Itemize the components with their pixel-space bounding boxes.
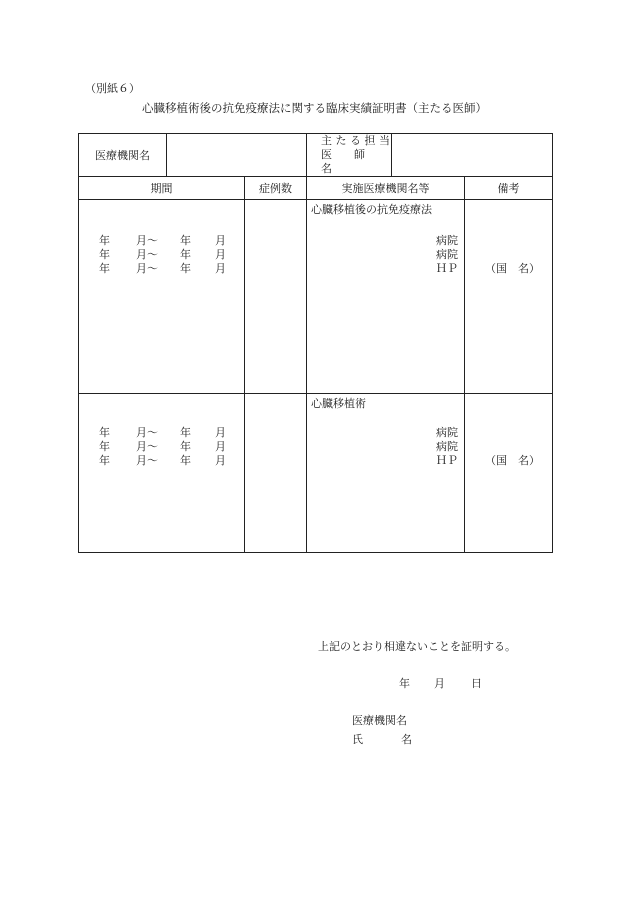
institution-label: 医療機関名 — [95, 149, 150, 162]
section-2-row-3-facility: ＨＰ — [436, 454, 458, 467]
section-1-institution-cell — [307, 200, 465, 394]
section-1-row-3-period: 年 月～ 年 月 — [99, 262, 226, 275]
section-2-row-1-period: 年 月～ 年 月 — [99, 426, 226, 439]
section-2-remarks-cell — [465, 394, 553, 553]
section-2-row-1-facility: 病院 — [436, 426, 458, 439]
date-line — [399, 675, 482, 691]
column-header-period: 期間 — [79, 177, 245, 200]
section-1-period-cell — [79, 200, 245, 394]
physician-label-line2: 医 師 名 — [321, 148, 387, 175]
section-1-case-count-cell[interactable] — [245, 200, 307, 394]
section-2-row-2-period: 年 月～ 年 月 — [99, 440, 226, 453]
section-1-title: 心臓移植後の抗免疫療法 — [311, 203, 432, 216]
document-title: 心臓移植術後の抗免疫療法に関する臨床実績証明書（主たる医師） — [142, 101, 487, 115]
section-2-row-3-period: 年 月～ 年 月 — [99, 454, 226, 467]
date-day: 日 — [471, 677, 482, 690]
section-1-row-1-facility: 病院 — [436, 234, 458, 247]
section-2-title: 心臓移植術 — [311, 397, 366, 410]
institution-value-cell[interactable] — [167, 134, 307, 177]
section-1-row-2-facility: 病院 — [436, 248, 458, 261]
physician-label-cell — [307, 134, 392, 177]
section-1-row-1-period: 年 月～ 年 月 — [99, 234, 226, 247]
section-1-row-3-facility: ＨＰ — [436, 262, 458, 275]
column-header-remarks: 備考 — [465, 177, 553, 200]
institution-label-cell — [79, 134, 167, 177]
date-year: 年 — [399, 677, 410, 690]
physician-value-cell[interactable] — [392, 134, 553, 177]
section-2-row-2-facility: 病院 — [436, 440, 458, 453]
section-1-country-remark: （国 名） — [485, 262, 540, 275]
column-header-institution: 実施医療機関名等 — [307, 177, 465, 200]
section-2-case-count-cell[interactable] — [245, 394, 307, 553]
certification-statement: 上記のとおり相違ないことを証明する。 — [318, 640, 516, 653]
column-header-case-count: 症例数 — [245, 177, 307, 200]
section-1-remarks-cell — [465, 200, 553, 394]
section-2-country-remark: （国 名） — [485, 454, 540, 467]
footer-name-label: 氏 名 — [352, 733, 412, 746]
section-1-row-2-period: 年 月～ 年 月 — [99, 248, 226, 261]
physician-label-line1: 主 た る 担 当 — [321, 134, 390, 147]
certificate-table — [78, 133, 553, 553]
section-2-institution-cell — [307, 394, 465, 553]
section-2-period-cell — [79, 394, 245, 553]
attachment-label: （別紙６） — [85, 82, 140, 95]
footer-institution-label: 医療機関名 — [352, 714, 407, 727]
date-month: 月 — [434, 677, 445, 690]
